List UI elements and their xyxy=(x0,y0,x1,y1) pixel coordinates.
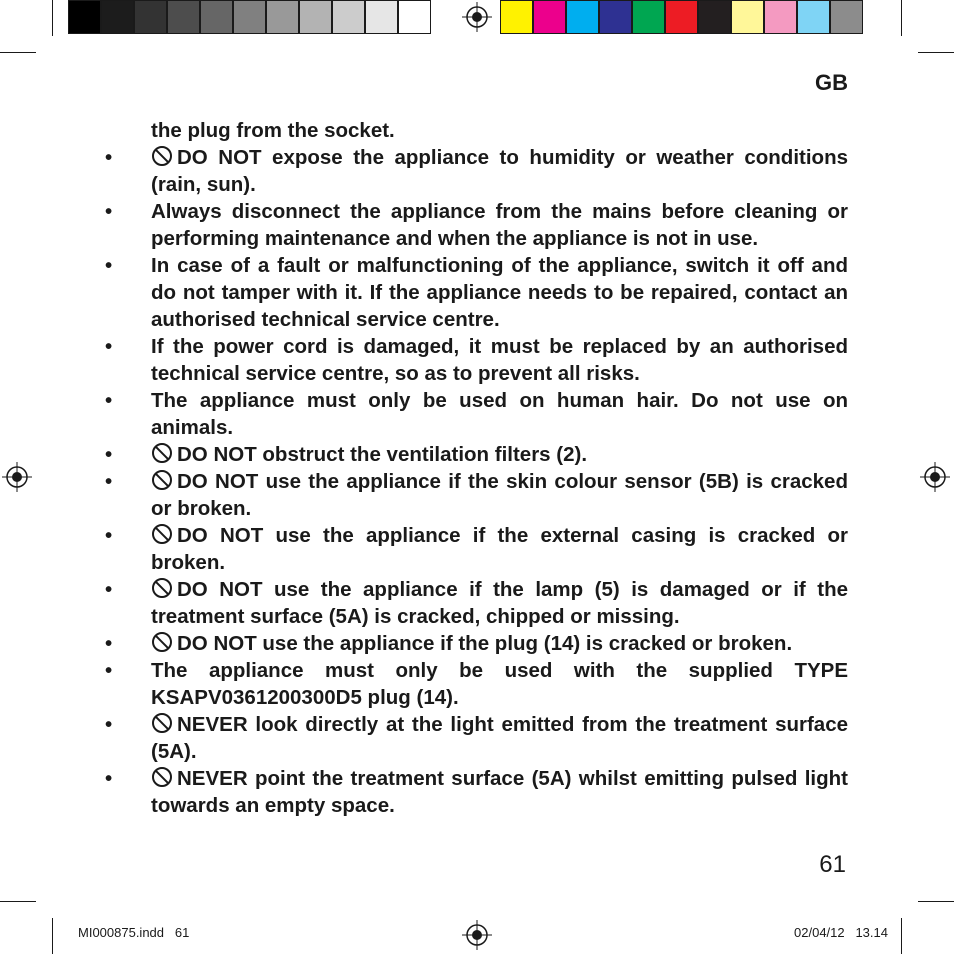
color-swatch xyxy=(830,0,863,34)
color-swatch xyxy=(665,0,698,34)
list-item xyxy=(105,630,848,657)
bullet: • xyxy=(105,524,113,547)
color-swatch xyxy=(167,0,200,34)
registration-mark-icon xyxy=(920,462,950,492)
prohibited-icon xyxy=(151,631,173,653)
crop-mark xyxy=(901,918,902,954)
list-item-text: DO NOT use the appliance if the lamp (5) is damaged or if the treatment surface (5A) is cracked, chipped or missing. xyxy=(151,578,848,628)
language-code: GB xyxy=(815,70,848,95)
bullet: • xyxy=(105,443,113,466)
color-swatch xyxy=(101,0,134,34)
color-swatch xyxy=(299,0,332,34)
bullet: • xyxy=(105,767,113,790)
list-item-text: NEVER look directly at the light emitted from the treatment surface (5A). xyxy=(151,713,848,763)
list-item xyxy=(105,441,848,468)
color-swatch xyxy=(233,0,266,34)
list-item xyxy=(105,198,848,252)
color-calibration-bar xyxy=(500,0,863,36)
list-item xyxy=(105,657,848,711)
list-item-text: In case of a fault or malfunctioning of the appliance, switch it off and do not tamper with it. If the appliance needs to be repaired, contact an authorised technical service centre. xyxy=(151,254,848,331)
prohibited-icon xyxy=(151,145,173,167)
list-item-text: DO NOT use the appliance if the external casing is cracked or broken. xyxy=(151,524,848,574)
file-info: MI000875.indd 61 xyxy=(78,925,190,940)
bullet: • xyxy=(105,713,113,736)
crop-mark xyxy=(918,52,954,53)
bullet: • xyxy=(105,389,113,412)
color-swatch xyxy=(599,0,632,34)
list-item-text: DO NOT obstruct the ventilation filters (2). xyxy=(151,441,848,468)
list-item-text: The appliance must only be used on human hair. Do not use on animals. xyxy=(151,389,848,439)
crop-mark xyxy=(52,0,53,36)
list-item xyxy=(105,765,848,819)
color-swatch xyxy=(266,0,299,34)
crop-mark xyxy=(901,0,902,36)
color-swatch xyxy=(731,0,764,34)
list-item xyxy=(105,144,848,198)
list-item-text: The appliance must only be used with the supplied TYPE KSAPV0361200300D5 plug (14). xyxy=(151,659,848,709)
crop-mark xyxy=(0,901,36,902)
crop-mark xyxy=(52,918,53,954)
bullet: • xyxy=(105,578,113,601)
list-item-text: DO NOT use the appliance if the plug (14) is cracked or broken. xyxy=(151,630,848,657)
list-item-text: DO NOT use the appliance if the skin colour sensor (5B) is cracked or broken. xyxy=(151,470,848,520)
list-item-text: NEVER point the treatment surface (5A) whilst emitting pulsed light towards an empty space. xyxy=(151,767,848,817)
list-item-text: If the power cord is damaged, it must be replaced by an authorised technical service centre, so as to prevent all risks. xyxy=(151,335,848,385)
gray-calibration-bar xyxy=(68,0,431,36)
prohibited-icon xyxy=(151,523,173,545)
color-swatch xyxy=(200,0,233,34)
color-swatch xyxy=(797,0,830,34)
registration-mark-icon xyxy=(462,2,492,32)
color-swatch xyxy=(365,0,398,34)
date-info: 02/04/12 13.14 xyxy=(794,925,888,940)
color-swatch xyxy=(764,0,797,34)
crop-mark xyxy=(918,901,954,902)
list-item xyxy=(105,333,848,387)
bullet: • xyxy=(105,200,113,223)
list-item xyxy=(105,117,848,144)
color-swatch xyxy=(332,0,365,34)
bullet: • xyxy=(105,254,113,277)
page-number: 61 xyxy=(819,851,846,878)
list-item xyxy=(105,711,848,765)
prohibited-icon xyxy=(151,712,173,734)
color-swatch xyxy=(134,0,167,34)
list-item xyxy=(105,576,848,630)
prohibited-icon xyxy=(151,469,173,491)
color-swatch xyxy=(500,0,533,34)
list-item xyxy=(105,468,848,522)
crop-mark xyxy=(0,52,36,53)
bullet: • xyxy=(105,470,113,493)
color-swatch xyxy=(533,0,566,34)
list-item-text: DO NOT expose the appliance to humidity or weather conditions (rain, sun). xyxy=(151,146,848,196)
prohibited-icon xyxy=(151,442,173,464)
bullet: • xyxy=(105,659,113,682)
bullet: • xyxy=(105,632,113,655)
bullet: • xyxy=(105,146,113,169)
list-item xyxy=(105,252,848,333)
bullet: • xyxy=(105,335,113,358)
safety-warnings-list xyxy=(105,117,848,819)
color-swatch xyxy=(632,0,665,34)
color-swatch xyxy=(566,0,599,34)
prohibited-icon xyxy=(151,766,173,788)
color-swatch xyxy=(698,0,731,34)
registration-mark-icon xyxy=(2,462,32,492)
color-swatch xyxy=(68,0,101,34)
registration-mark-icon xyxy=(462,920,492,950)
list-item xyxy=(105,522,848,576)
list-item-text: Always disconnect the appliance from the mains before cleaning or performing maintenance and when the appliance is not in use. xyxy=(151,200,848,250)
prohibited-icon xyxy=(151,577,173,599)
list-item xyxy=(105,387,848,441)
continuation-text: the plug from the socket. xyxy=(151,119,395,142)
color-swatch xyxy=(398,0,431,34)
